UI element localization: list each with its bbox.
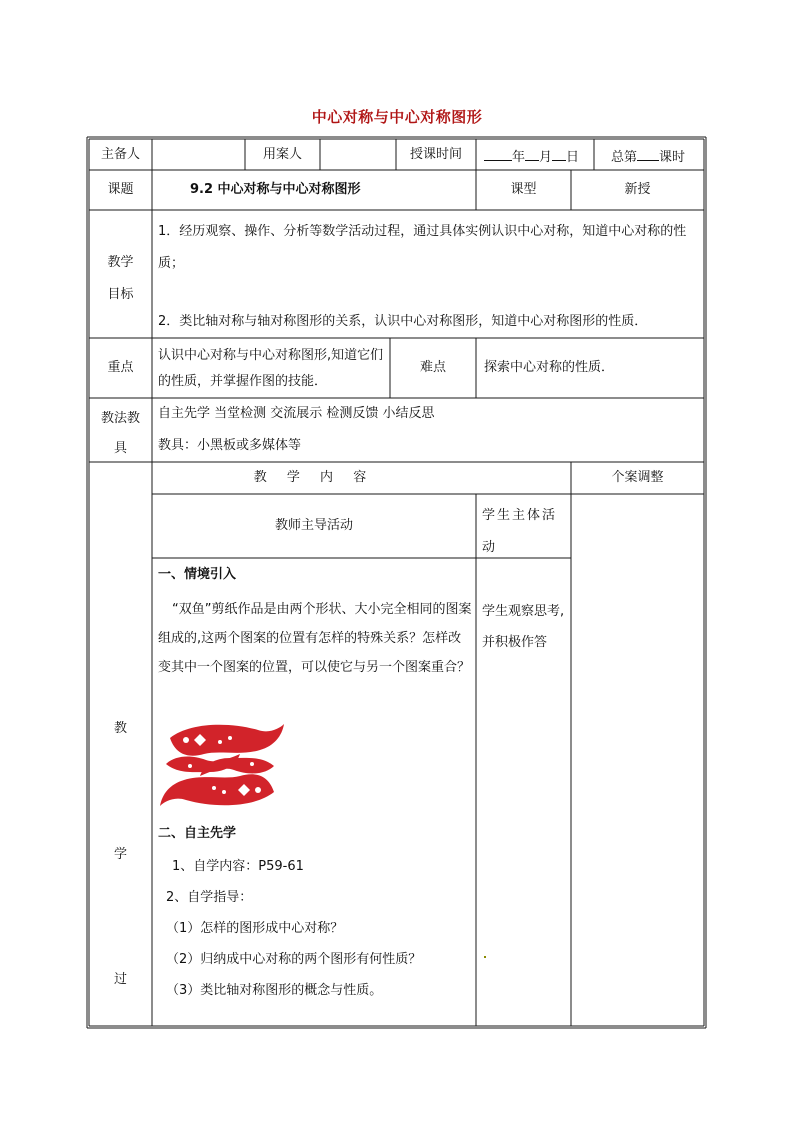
total-prefix: 总第 — [611, 150, 638, 165]
side-char-jiao: 教 — [113, 721, 127, 736]
difficulty-label: 难点 — [419, 360, 446, 375]
difficulty-value: 探索中心对称的性质． — [484, 360, 615, 375]
class-date — [484, 146, 579, 167]
day-unit: 日 — [566, 150, 580, 165]
page-title: 中心对称与中心对称图形 — [311, 108, 483, 126]
goals-label-line2: 目标 — [107, 287, 134, 302]
student-activity-header: 学生主体活动 — [482, 508, 558, 555]
teacher-activity-header: 教师主导活动 — [274, 518, 353, 533]
self-study-content: 1、自学内容：P59-61 — [172, 859, 304, 874]
teaching-aids: 教具：小黑板或多媒体等 — [158, 438, 302, 453]
goal-item-2: 2．类比轴对称与轴对称图形的关系，认识中心对称图形，知道中心对称图形的性质． — [158, 314, 648, 329]
guide-question-2: （2）归纳成中心对称的两个图形有何性质？ — [166, 952, 422, 967]
user-label: 用案人 — [262, 147, 302, 162]
preparer-label: 主备人 — [100, 147, 140, 162]
student-activity-text: 学生观察思考,并积极作答 — [482, 604, 565, 650]
goals-label-line1: 教学 — [107, 255, 134, 270]
stray-mark — [484, 956, 486, 958]
adjust-header: 个案调整 — [611, 470, 664, 485]
lesson-type-value: 新授 — [624, 182, 651, 197]
double-fish-papercut-image — [160, 720, 284, 810]
guide-question-3: （3）类比轴对称图形的概念与性质。 — [166, 983, 383, 998]
total-suffix: 课时 — [659, 150, 686, 165]
day-blank — [552, 146, 566, 161]
key-points-label: 重点 — [107, 360, 134, 375]
section-intro-text: “双鱼”剪纸作品是由两个形状、大小完全相同的图案组成的,这两个图案的位置有怎样的特殊关系？怎样改变其中一个图案的位置，可以使它与另一个图案重合？ — [158, 602, 472, 675]
guide-question-1: （1）怎样的图形成中心对称？ — [166, 921, 344, 936]
month-blank — [525, 146, 539, 161]
total-blank — [637, 146, 659, 161]
section-intro-title: 一、情境引入 — [158, 567, 237, 582]
topic-label: 课题 — [107, 182, 134, 197]
year-unit: 年 — [512, 150, 526, 165]
goals-label — [89, 247, 152, 311]
methods-label-line2: 具 — [113, 441, 127, 456]
side-char-guo: 过 — [113, 972, 127, 987]
goal-item-1: 1．经历观察、操作、分析等数学活动过程，通过具体实例认识中心对称，知道中心对称的性质； — [158, 224, 687, 271]
content-header: 教 学 内 容 — [253, 470, 375, 485]
topic-value: 9.2 中心对称与中心对称图形 — [190, 182, 361, 197]
side-char-xue: 学 — [113, 847, 127, 862]
methods-label — [89, 404, 152, 464]
section-self-study-title: 二、自主先学 — [158, 826, 237, 841]
class-time-label: 授课时间 — [409, 147, 462, 162]
key-points-value: 认识中心对称与中心对称图形,知道它们的性质，并掌握作图的技能． — [158, 348, 384, 389]
self-study-guide: 2、自学指导： — [166, 890, 253, 905]
methods-line: 自主先学 当堂检测 交流展示 检测反馈 小结反思 — [158, 406, 435, 421]
total-periods — [611, 146, 685, 167]
lesson-type-label: 课型 — [510, 182, 537, 197]
month-unit: 月 — [539, 150, 553, 165]
year-blank — [484, 146, 512, 161]
methods-label-line1: 教法教 — [100, 411, 140, 426]
